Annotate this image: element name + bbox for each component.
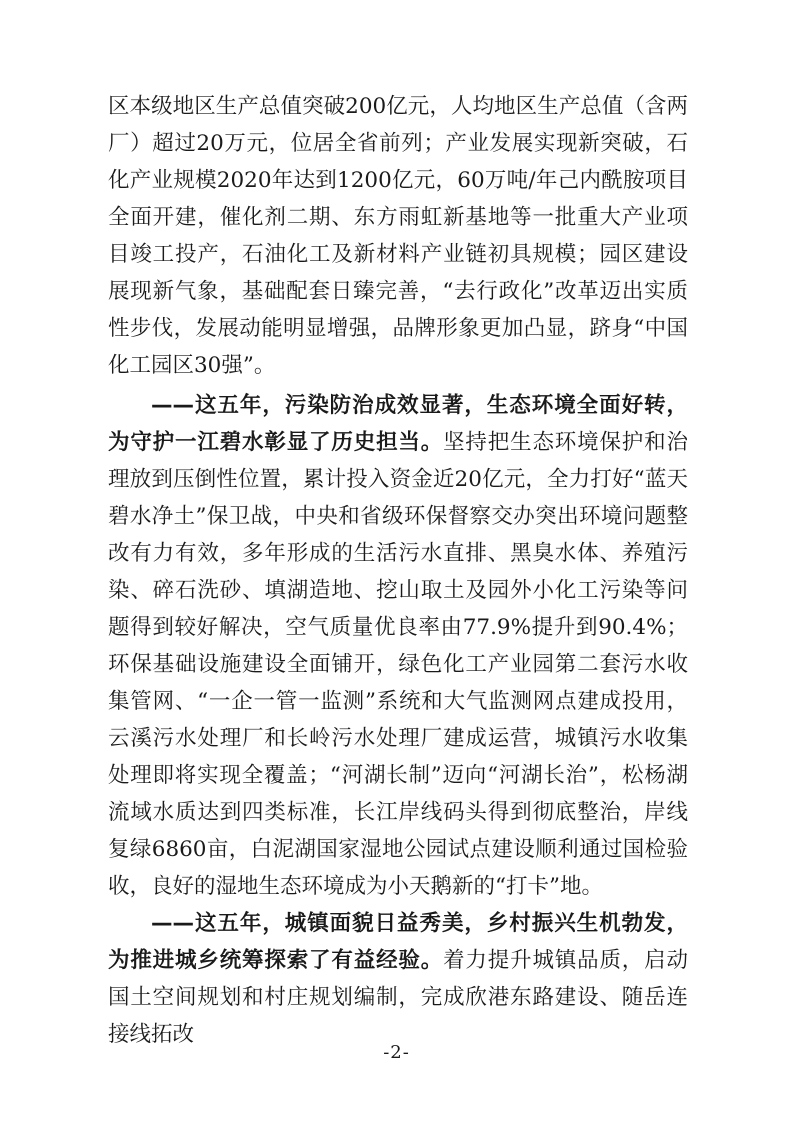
- paragraph-lead-heading: ——这五年，城镇面貌日益秀美，乡村振兴生机勃发，为推进城乡统筹探索了有益经验。: [108, 911, 688, 973]
- paragraph-economy: [108, 88, 688, 384]
- paragraph-text: 着力提升城镇品质，启动国土空间规划和村庄规划编制，完成欣港东路建设、随岳连接线拓改: [108, 948, 688, 1047]
- document-body: [108, 88, 688, 1053]
- page-number: -2-: [383, 1042, 410, 1063]
- paragraph-lead-heading: ——这五年，污染防治成效显著，生态环境全面好转，为守护一江碧水彰显了历史担当。: [108, 393, 688, 455]
- paragraph-text: 坚持把生态环境保护和治理放到压倒性位置，累计投入资金近20亿元，全力打好“蓝天碧水净土”保卫战，中央和省级环保督察交办突出环境问题整改有力有效，多年形成的生活污水直排、黑臭水体、养殖污染、碎石洗砂、填湖造地、挖山取土及园外小化工污染等问题得到较好解决，空气质量优良率由77.9%提升到90.4%；环保基础设施建设全面铺开，绿色化工产业园第二套污水收集管网、“一企一管一监测”系统和大气监测网点建成投用，云溪污水处理厂和长岭污水处理厂建成运营，城镇污水收集处理即将实现全覆盖；“河湖长制”迈向“河湖长治”，松杨湖流域水质达到四类标准，长江岸线码头得到彻底整治，岸线复绿6860亩，白泥湖国家湿地公园试点建设顺利通过国检验收，良好的湿地生态环境成为小天鹅新的“打卡”地。: [108, 430, 688, 899]
- paragraph-urban-rural: [108, 905, 688, 1053]
- paragraph-text: 区本级地区生产总值突破200亿元，人均地区生产总值（含两厂）超过20万元，位居全省前列；产业发展实现新突破，石化产业规模2020年达到1200亿元，60万吨/年己内酰胺项目全面开建，催化剂二期、东方雨虹新基地等一批重大产业项目竣工投产，石油化工及新材料产业链初具规模；园区建设展现新气象，基础配套日臻完善，“去行政化”改革迈出实质性步伐，发展动能明显增强，品牌形象更加凸显，跻身“中国化工园区30强”。: [108, 94, 688, 378]
- paragraph-environment: [108, 387, 688, 905]
